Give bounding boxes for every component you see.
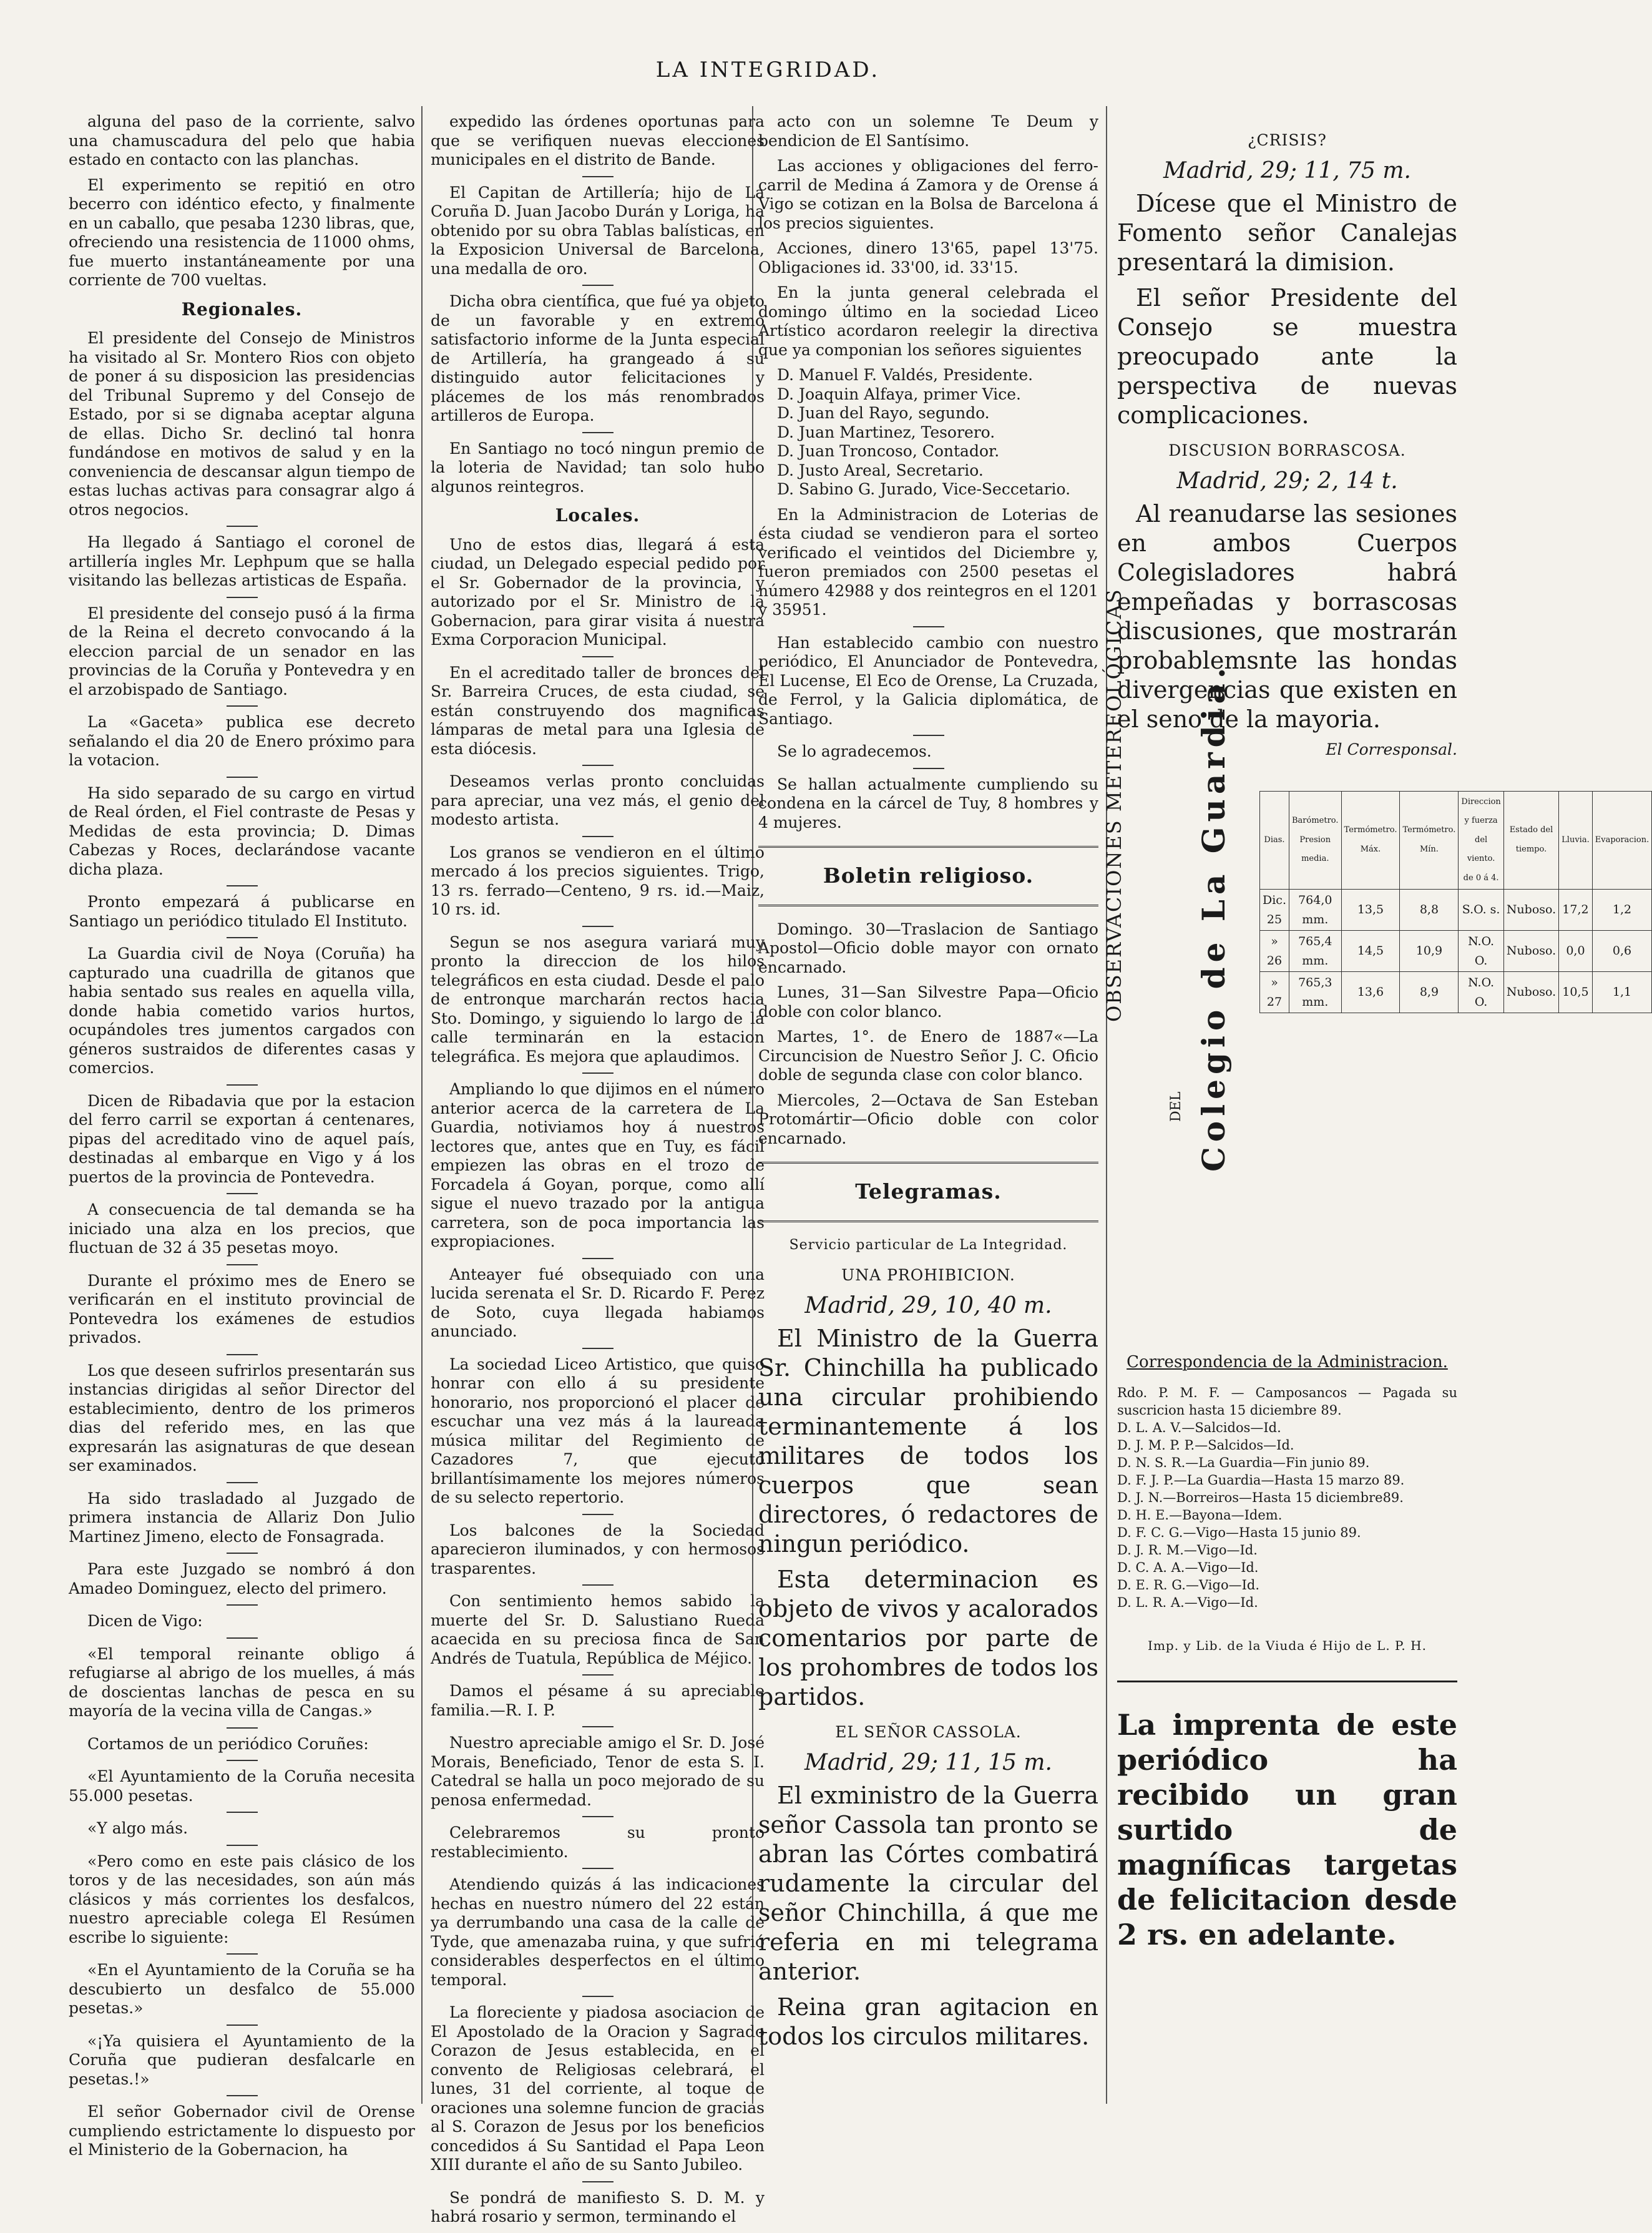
- weather-cell: Nuboso.: [1503, 890, 1558, 931]
- separator: [227, 1264, 258, 1265]
- telegram-body: [1117, 189, 1457, 430]
- paragraph: La Guardia civil de Noya (Coruña) ha capturado una cuadrilla de gitanos que habia sentado sus reales en aquella villa, donde habia cometido varios hurtos, ocupándoles tres jumentos cargados con géneros sustraidos de diferentes casas y comercios.: [69, 945, 415, 1077]
- separator: [227, 1354, 258, 1355]
- paragraph: Se pondrá de manifiesto S. D. M. y habrá rosario y sermon, terminando el: [431, 2188, 765, 2226]
- separator: [582, 432, 613, 433]
- weather-cell: N.O. O.: [1459, 972, 1503, 1013]
- separator: [582, 1258, 613, 1259]
- separator: [227, 1760, 258, 1761]
- section-heading-locales: Locales.: [555, 505, 640, 526]
- regionales-body: [69, 329, 415, 2160]
- paragraph: Se hallan actualmente cumpliendo su condena en la cárcel de Tuy, 8 hombres y 4 mujeres.: [758, 775, 1098, 832]
- weather-cell: 8,8: [1400, 890, 1459, 931]
- paragraph: Durante el próximo mes de Enero se verificarán en el instituto provincial de Pontevedra los exámenes de estudios privados.: [69, 1271, 415, 1347]
- paragraph: Dicha obra científica, que fué ya objeto de un favorable y en extremo satisfactorio informe de la Junta especial de Artillería, ha grangeado á su distinguido autor felicitaciones y plácemes de los más renombrados artilleros de Europa.: [431, 292, 765, 425]
- paragraph: Las acciones y obligaciones del ferro-carril de Medina á Zamora y de Orense á Vigo se cotizan en la Bolsa de Barcelona á los precios siguientes.: [758, 157, 1098, 232]
- correspondence-entry: D. J. M. P. P.—Salcidos—Id.: [1117, 1438, 1294, 1453]
- paragraph: Ha llegado á Santiago el coronel de artillería ingles Mr. Lephpum que se halla visitando las bellezas artisticas de España.: [69, 533, 415, 589]
- separator: [227, 1193, 258, 1194]
- separator: [227, 937, 258, 938]
- separator: [582, 1996, 613, 1997]
- weather-row: [1260, 931, 1652, 972]
- separator: [227, 1553, 258, 1554]
- weather-cell: » 27: [1260, 972, 1289, 1013]
- weather-cell: N.O. O.: [1459, 931, 1503, 972]
- separator: [227, 1812, 258, 1813]
- paragraph: Celebraremos su pronto restablecimiento.: [431, 1823, 765, 1861]
- paragraph: Reina gran agitacion en todos los circulos militares.: [758, 1993, 1098, 2050]
- paragraph: En el acreditado taller de bronces del Sr. Barreira Cruces, de esta ciudad, se están construyendo dos magnificas lámparas de metal para una Iglesia de esta diócesis.: [431, 663, 765, 758]
- separator: [582, 1816, 613, 1817]
- paragraph: Deseamos verlas pronto concluidas para apreciar, una vez más, el genio del modesto artista.: [431, 772, 765, 828]
- correspondence-entry: D. E. R. G.—Vigo—Id.: [1117, 1578, 1259, 1593]
- correspondence-list: [1117, 1384, 1457, 1611]
- column-2: [431, 112, 765, 2233]
- weather-colegio: Colegio de La Guardia.: [1195, 662, 1232, 1172]
- paragraph: El presidente del Consejo de Ministros ha visitado al Sr. Montero Rios con objeto de poner á su disposicion las presidencias del Tribunal Supremo y del Consejo de Estado, por si se dignaba aceptar alguna de ellas. Dicho Sr. declinó tal honra fundándose en motivos de salud y en la conveniencia de descansar algun tiempo de estas luchas activas para consagrar algo á otros negocios.: [69, 329, 415, 519]
- separator: [582, 1726, 613, 1727]
- paragraph: La floreciente y piadosa asociacion de El Apostolado de la Oracion y Sagrado Corazon de Jesus establecida, en el convento de Religiosas celebrará, el lunes, 31 del corriente, al toque de oraciones una solemne funcion de gracias al S. Corazon de Jesus por los beneficios concedidos á Su Santidad el Papa Leon XIII durante el año de su Santo Jubileo.: [431, 2003, 765, 2174]
- telegram-body: Al reanudarse las sesiones en ambos Cuerpos Colegisladores habrá empeñadas y borrascosas discusiones, que mostrarán probablemsnte las hondas divergencias que existen en el seno de la mayoria.: [1117, 500, 1457, 733]
- paragraph: Acciones, dinero 13'65, papel 13'75. Obligaciones id. 33'00, id. 33'15.: [758, 239, 1098, 277]
- weather-header: Evaporacion.: [1592, 791, 1651, 890]
- telegram-dateline: Madrid, 29; 2, 14 t.: [1176, 468, 1398, 494]
- col3-intro: [758, 112, 1098, 360]
- separator: [227, 1637, 258, 1639]
- paragraph: alguna del paso de la corriente, salvo una chamuscadura del pelo que habia estado en contacto con las planchas.: [69, 112, 415, 169]
- paragraph: El experimento se repitió en otro becerro con idéntico efecto, y finalmente en un caballo, que pesaba 1230 libras, que, ofreciendo una resistencia de 11000 ohms, fue muerto instantáneamente por una corriente de 700 vueltas.: [69, 175, 415, 289]
- paragraph: El señor Gobernador civil de Orense cumpliendo estrictamente lo dispuesto por el Ministerio de la Gobernacion, ha: [69, 2103, 415, 2159]
- separator: [913, 626, 944, 627]
- paragraph: El Capitan de Artillería; hijo de La Coruña D. Juan Jacobo Durán y Loriga, ha obtenido por su obra Tablas balísticas, en la Exposicion Universal de Barcelona, una medalla de oro.: [431, 183, 765, 278]
- paragraph: Para este Juzgado se nombró á don Amadeo Dominguez, electo del primero.: [69, 1560, 415, 1597]
- telegram-dateline: Madrid, 29; 11, 15 m.: [804, 1749, 1052, 1775]
- correspondence-entry: D. F. J. P.—La Guardia—Hasta 15 marzo 89.: [1117, 1473, 1405, 1488]
- paragraph: El señor Presidente del Consejo se muestra preocupado ante la perspectiva de nuevas complicaciones.: [1117, 284, 1457, 429]
- weather-header: Barómetro. Presion media.: [1289, 791, 1342, 890]
- correspondence-entry: D. L. R. A.—Vigo—Id.: [1117, 1595, 1258, 1610]
- board-member: D. Juan Troncoso, Contador.: [777, 442, 1000, 460]
- paragraph: Ha sido trasladado al Juzgado de primera instancia de Allariz Don Julio Martinez Jimeno, electo de Fonsagrada.: [69, 1489, 415, 1546]
- separator: [913, 768, 944, 769]
- separator: [582, 765, 613, 766]
- weather-cell: 8,9: [1400, 972, 1459, 1013]
- telegram-body: [758, 1781, 1098, 2051]
- paragraph: Segun se nos asegura variará muy pronto la direccion de los hilos telegráficos en esta ciudad. Desde el palo de entronque marcharán rectos hacia Sto. Domingo, y siguiendo lo largo de la calle terminarán en la estacion telegráfica. Es mejora que aplaudimos.: [431, 933, 765, 1066]
- separator: [227, 1727, 258, 1729]
- separator: [227, 1084, 258, 1086]
- separator: [582, 836, 613, 837]
- correspondence-title: Correspondencia de la Administracion.: [1127, 1352, 1448, 1372]
- weather-row: [1260, 972, 1652, 1013]
- correspondence-entry: D. J. N.—Borreiros—Hasta 15 diciembre89.: [1117, 1490, 1404, 1505]
- correspondence-entry: D. N. S. R.—La Guardia—Fin junio 89.: [1117, 1455, 1370, 1470]
- masthead: LA INTEGRIDAD.: [655, 57, 881, 82]
- correspondence-entry: D. L. A. V.—Salcidos—Id.: [1117, 1420, 1281, 1435]
- paragraph: Pronto empezará á publicarse en Santiago un periódico titulado El Instituto.: [69, 893, 415, 930]
- paragraph: El Ministro de la Guerra Sr. Chinchilla ha publicado una circular prohibiendo terminantemente á los militares de todos los cuerpos que sean directores, ó redactores de ningun periódico.: [758, 1325, 1098, 1558]
- column-rule: [421, 106, 423, 2104]
- telegram-title: DISCUSION BORRASCOSA.: [1168, 441, 1406, 459]
- weather-cell: 14,5: [1341, 931, 1400, 972]
- paragraph: Ha sido separado de su cargo en virtud de Real órden, el Fiel contraste de Pesas y Medidas de esta provincia; D. Dimas Cabezas y Roces, declarándose vacante dicha plaza.: [69, 783, 415, 878]
- separator: [227, 1845, 258, 1846]
- correspondence-entry: D. J. R. M.—Vigo—Id.: [1117, 1543, 1258, 1558]
- separator: [227, 705, 258, 707]
- weather-cell: Dic. 25: [1260, 890, 1289, 931]
- paragraph: Dícese que el Ministro de Fomento señor Canalejas presentará la dimision.: [1117, 190, 1457, 276]
- paragraph: A consecuencia de tal demanda se ha iniciado una alza en los precios, que fluctuan de 32 á 35 pesetas moyo.: [69, 1200, 415, 1257]
- paragraph: La sociedad Liceo Artistico, que quiso honrar con ello á su presidente honorario, nos proporcionó el placer de escuchar una vez más á la laureada música militar del Regimiento de Cazadores 7, que ejecutó brillantísimamente los mejores números de su selecto repertorio.: [431, 1355, 765, 1506]
- column-1: [69, 112, 415, 2166]
- weather-cell: 1,2: [1592, 890, 1651, 931]
- section-heading-regionales: Regionales.: [181, 298, 303, 320]
- advertisement: La imprenta de este periódico ha recibido un gran surtido de magníficas targetas de felicitacion desde 2 rs. en adelante.: [1117, 1681, 1457, 1952]
- separator: [582, 285, 613, 286]
- telegram-dateline: Madrid, 29, 10, 40 m.: [804, 1292, 1052, 1318]
- weather-cell: » 26: [1260, 931, 1289, 972]
- boletin-entry: Lunes, 31—San Silvestre Papa—Oficio doble con color blanco.: [758, 983, 1098, 1021]
- paragraph: Los balcones de la Sociedad aparecieron iluminados, y con hermosos trasparentes.: [431, 1521, 765, 1578]
- weather-cell: 0,0: [1559, 931, 1593, 972]
- locales-body: [431, 536, 765, 2227]
- weather-grid: [1259, 791, 1652, 1014]
- correspondence-entry: D. C. A. A.—Vigo—Id.: [1117, 1560, 1259, 1575]
- paragraph: «El temporal reinante obligo á refugiarse al abrigo de los muelles, á más de doscientas lanchas de pesca en su mayoría de la vecina villa de Cangas.»: [69, 1644, 415, 1720]
- paragraph: Dicen de Vigo:: [87, 1612, 203, 1630]
- board-member: D. Joaquin Alfaya, primer Vice.: [777, 385, 1022, 403]
- paragraph: El exministro de la Guerra señor Cassola tan pronto se abran las Córtes combatirá rudamente la circular del señor Chinchilla, á que me referia en mi telegrama anterior.: [758, 1782, 1098, 1985]
- separator: [582, 1514, 613, 1515]
- board-member: D. Justo Areal, Secretario.: [777, 461, 984, 479]
- board-list: [777, 366, 1098, 499]
- board-member: D. Juan del Rayo, segundo.: [777, 404, 990, 422]
- weather-cell: 765,3 mm.: [1289, 972, 1342, 1013]
- printer-line: Imp. y Lib. de la Viuda é Hijo de L. P. H.: [1148, 1638, 1427, 1653]
- telegram-title: UNA PROHIBICION.: [841, 1266, 1015, 1284]
- col3-notices: [758, 506, 1098, 833]
- col1-intro: [69, 112, 415, 290]
- weather-cell: 765,4 mm.: [1289, 931, 1342, 972]
- paragraph: Se lo agradecemos.: [777, 742, 932, 760]
- telegram-dateline: Madrid, 29; 11, 75 m.: [1163, 157, 1411, 184]
- weather-header: Lluvia.: [1559, 791, 1593, 890]
- paragraph: Esta determinacion es objeto de vivos y acalorados comentarios por parte de los prohombres de todos los partidos.: [758, 1566, 1098, 1710]
- separator: [582, 1868, 613, 1869]
- boletin-entry: Miercoles, 2—Octava de San Esteban Protomártir—Oficio doble con color encarnado.: [758, 1091, 1098, 1147]
- weather-cell: 764,0 mm.: [1289, 890, 1342, 931]
- correspondence-entry: Rdo. P. M. F. — Camposancos — Pagada su suscricion hasta 15 diciembre 89.: [1117, 1385, 1457, 1418]
- separator: [227, 885, 258, 886]
- paragraph: Los granos se vendieron en el último mercado á los precios siguientes. Trigo, 13 rs. ferrado—Centeno, 9 rs. id.—Maiz, 10 rs. id.: [431, 843, 765, 918]
- paragraph: Nuestro apreciable amigo el Sr. D. José Morais, Beneficiado, Tenor de esta S. I. Catedral se halla un poco mejorado de su penosa enfermedad.: [431, 1734, 765, 1809]
- paragraph: Con sentimiento hemos sabido la muerte del Sr. D. Salustiano Rueda acaecida en su preciosa finca de San Andrés de Tuatula, República de Méjico.: [431, 1592, 765, 1667]
- weather-cell: 13,5: [1341, 890, 1400, 931]
- paragraph: «Pero como en este pais clásico de los toros y de las necesidades, son aún más clásicos y más corrientes los desfalcos, nuestro apreciable colega El Resúmen escribe lo siguiente:: [69, 1852, 415, 1946]
- paragraph: Uno de estos dias, llegará á esta ciudad, un Delegado especial pedido por el Sr. Gobernador de la provincia, y autorizado por el Sr. Ministro de la Gobernacion, para girar visita á nuestra Exma Corporacion Municipal.: [431, 535, 765, 649]
- separator: [582, 926, 613, 927]
- signature: El Corresponsal.: [1326, 740, 1457, 758]
- paragraph: En la junta general celebrada el domingo último en la sociedad Liceo Artístico acordaron reelegir la directiva que ya componian los señores siguientes: [758, 283, 1098, 359]
- column-4: [1102, 112, 1650, 1952]
- separator: [227, 2095, 258, 2096]
- section-heading-boletin: Boletin religioso.: [758, 846, 1098, 906]
- telegram-title: ¿CRISIS?: [1248, 131, 1327, 149]
- separator: [582, 1072, 613, 1074]
- board-member: D. Juan Martinez, Tesorero.: [777, 423, 995, 441]
- paragraph: La «Gaceta» publica ese decreto señalando el dia 20 de Enero próximo para la votacion.: [69, 713, 415, 769]
- separator: [227, 777, 258, 778]
- weather-header: Dias.: [1260, 791, 1289, 890]
- correspondence-entry: D. H. E.—Bayona—Idem.: [1117, 1508, 1283, 1523]
- separator: [227, 526, 258, 527]
- weather-row: [1260, 890, 1652, 931]
- paragraph: Han establecido cambio con nuestro periódico, El Anunciador de Pontevedra, El Lucense, El Eco de Orense, La Cruzada, de Ferrol, y la Galicia diplomática, de Santiago.: [758, 633, 1098, 728]
- separator: [582, 2181, 613, 2182]
- section-heading-telegramas: Telegramas.: [758, 1162, 1098, 1222]
- weather-header: Termómetro. Mín.: [1400, 791, 1459, 890]
- boletin-entry: Domingo. 30—Traslacion de Santiago Apostol—Oficio doble mayor con ornato encarnado.: [758, 920, 1098, 976]
- paragraph: «Y algo más.: [87, 1819, 188, 1837]
- paragraph: En la Administracion de Loterias de ésta ciudad se vendieron para el sorteo verificado el veintidos del Diciembre y, fueron premiados con 2500 pesetas el número 42988 y dos reintegros en el 1201 y 35951.: [758, 505, 1098, 619]
- col2-intro: [431, 112, 765, 496]
- weather-title: OBSERVACIONES METEREOLÓGICAS: [1102, 587, 1126, 1022]
- separator: [582, 1674, 613, 1676]
- weather-cell: Nuboso.: [1503, 972, 1558, 1013]
- paragraph: Atendiendo quizás á las indicaciones hechas en nuestro número del 22 están ya derrumbando una casa de la calle de Tyde, que amenazaba ruina, y que sufrió considerables desperfectos en el último temporal.: [431, 1875, 765, 1989]
- weather-cell: 1,1: [1592, 972, 1651, 1013]
- weather-cell: 13,6: [1341, 972, 1400, 1013]
- weather-cell: S.O. s.: [1459, 890, 1503, 931]
- weather-header: Estado del tiempo.: [1503, 791, 1558, 890]
- paragraph: «El Ayuntamiento de la Coruña necesita 55.000 pesetas.: [69, 1767, 415, 1805]
- weather-cell: 10,5: [1559, 972, 1593, 1013]
- paragraph: «¡Ya quisiera el Ayuntamiento de la Coruña que pudieran desfalcarle en pesetas.!»: [69, 2031, 415, 2088]
- board-member: D. Sabino G. Jurado, Vice-Seccetario.: [777, 480, 1071, 498]
- separator: [582, 1584, 613, 1586]
- boletin-body: [758, 920, 1098, 1149]
- paragraph: «En el Ayuntamiento de la Coruña se ha descubierto un desfalco de 55.000 pesetas.»: [69, 1961, 415, 2017]
- paragraph: expedido las órdenes oportunas para que se verifiquen nuevas elecciones municipales en el distrito de Bande.: [431, 112, 765, 169]
- board-member: D. Manuel F. Valdés, Presidente.: [777, 366, 1034, 384]
- separator: [582, 176, 613, 177]
- paragraph: Ampliando lo que dijimos en el número anterior acerca de la carretera de La Guardia, notiviamos hoy á nuestros lectores que, antes que en Tuy, es fácil empiezen las obras en el trozo de Forcadela á Goyan, porque, como allí sigue el nuevo trazado por la antigua carretera, son de poca importancia las expropiaciones.: [431, 1080, 765, 1250]
- weather-cell: Nuboso.: [1503, 931, 1558, 972]
- column-3: [758, 112, 1098, 2058]
- paragraph: acto con un solemne Te Deum y bendicion de El Santísimo.: [758, 112, 1098, 150]
- weather-del: DEL: [1168, 1091, 1184, 1122]
- separator: [582, 656, 613, 657]
- weather-header: Direccion y fuerza del viento. de 0 á 4.: [1459, 791, 1503, 890]
- paragraph: En Santiago no tocó ningun premio de la loteria de Navidad; tan solo hubo algunos reintegros.: [431, 439, 765, 496]
- telegram-body: [758, 1324, 1098, 1712]
- correspondence-entry: D. F. C. G.—Vigo—Hasta 15 junio 89.: [1117, 1525, 1361, 1540]
- separator: [582, 1348, 613, 1349]
- paragraph: Damos el pésame á su apreciable familia.—R. I. P.: [431, 1682, 765, 1719]
- servicio-line: Servicio particular de La Integridad.: [789, 1237, 1068, 1253]
- separator: [227, 597, 258, 598]
- weather-cell: 10,9: [1400, 931, 1459, 972]
- paragraph: El presidente del consejo pusó á la firma de la Reina el decreto convocando á la eleccion parcial de un senador en las provincias de la Coruña y Pontevedra y en el arzobispado de Santiago.: [69, 604, 415, 699]
- separator: [227, 2024, 258, 2026]
- separator: [227, 1953, 258, 1955]
- paragraph: Los que deseen sufrirlos presentarán sus instancias dirigidas al señor Director del establecimiento, dentro de los primeros dias del referido mes, en las que expresarán las asignaturas de que desean ser examinados.: [69, 1361, 415, 1475]
- weather-header: Termómetro. Máx.: [1341, 791, 1400, 890]
- paragraph: Cortamos de un periódico Coruñes:: [87, 1734, 369, 1753]
- telegram-title: EL SEÑOR CASSOLA.: [835, 1723, 1022, 1741]
- boletin-entry: Martes, 1°. de Enero de 1887«—La Circuncision de Nuestro Señor J. C. Oficio doble de segunda clase con color blanco.: [758, 1028, 1098, 1084]
- separator: [227, 1604, 258, 1606]
- weather-cell: 17,2: [1559, 890, 1593, 931]
- column-rule: [1106, 106, 1107, 2104]
- paragraph: Anteayer fué obsequiado con una lucida serenata el Sr. D. Ricardo F. Perez de Soto, cuya llegada habiamos anunciado.: [431, 1265, 765, 1340]
- paragraph: Dicen de Ribadavia que por la estacion del ferro carril se exportan á centenares, pipas del acreditado vino de aquel país, destinadas al embarque en Vigo y á los puertos de la provincia de Pontevedra.: [69, 1091, 415, 1186]
- separator: [227, 1482, 258, 1483]
- separator: [913, 735, 944, 736]
- weather-cell: 0,6: [1592, 931, 1651, 972]
